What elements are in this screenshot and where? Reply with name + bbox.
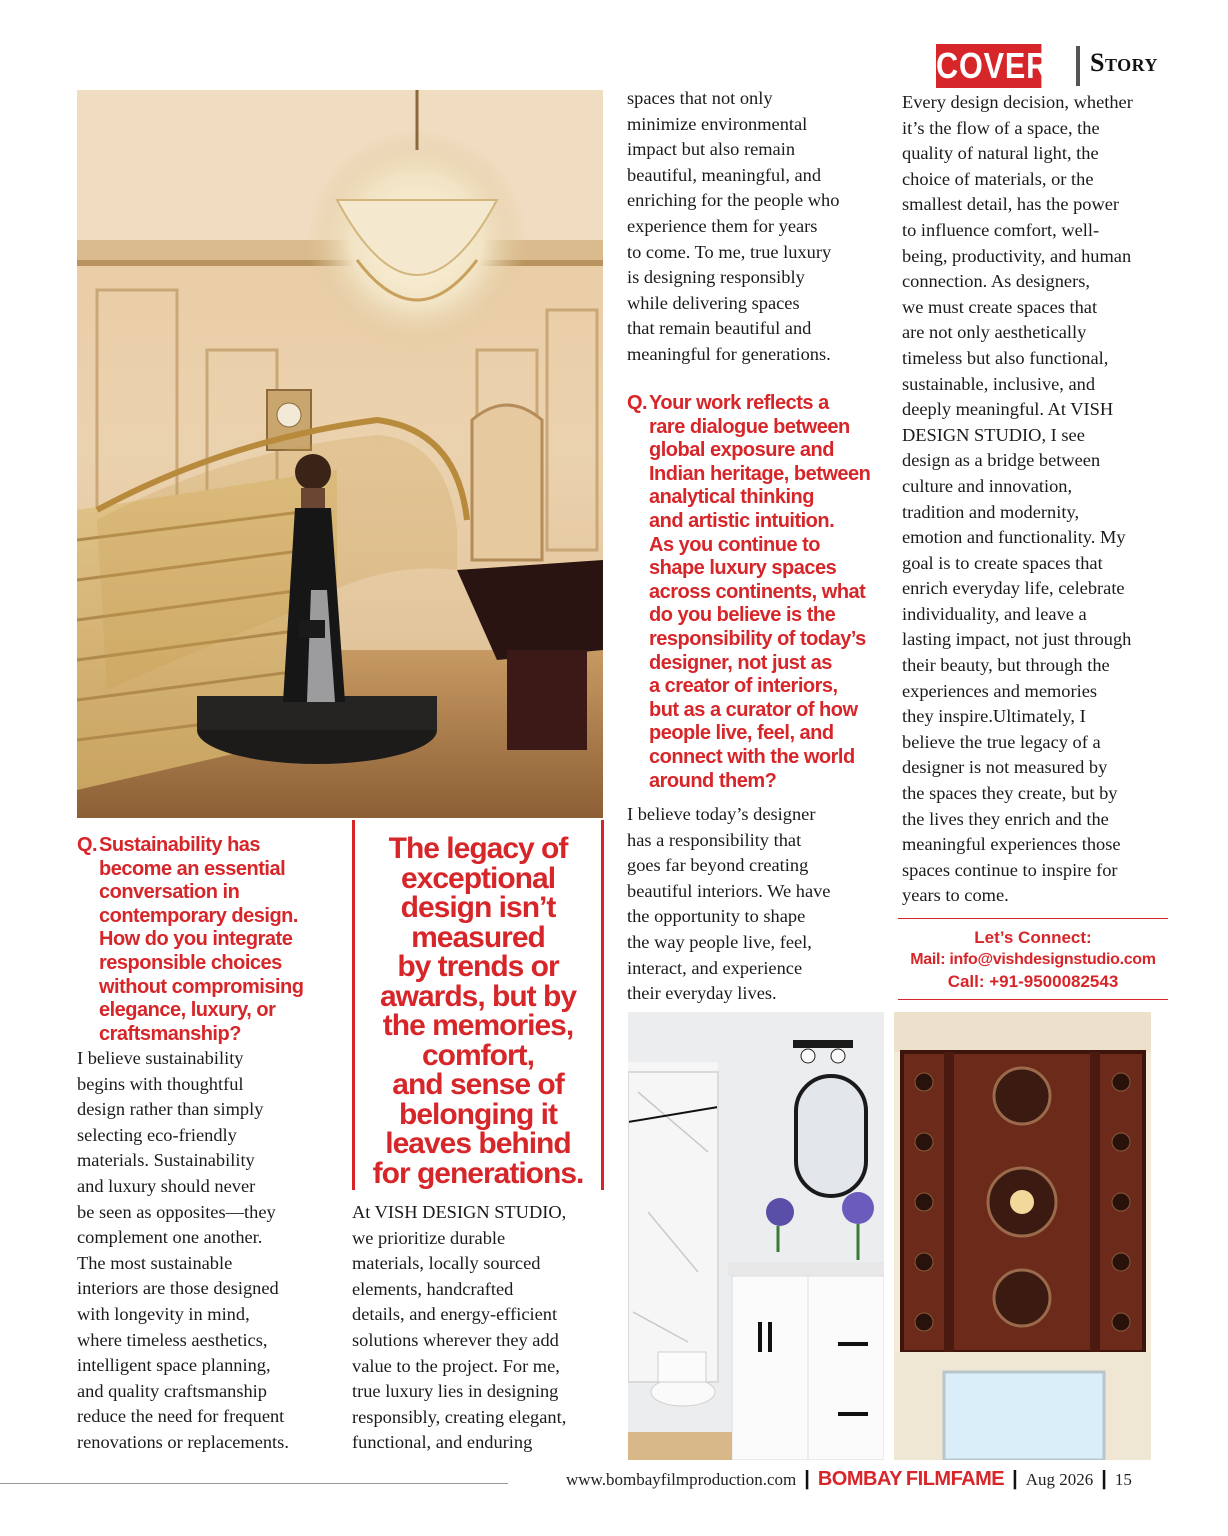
answer-vish-materials: At VISH DESIGN STUDIO, we prioritize durable materials, locally sourced elements, handcrafted details, and energy-efficient solutions wherever they add value to the project. For me, true luxury lies in designing responsibly, creating elegant, functional, and enduring (352, 1202, 567, 1453)
header-divider (1076, 46, 1080, 86)
subsection-tag: Story (1090, 48, 1159, 77)
question-text: Sustainability has become an essential conversation in contemporary design. How do you integrate responsible choices without compromising elegance, luxury, or craftsmanship? (99, 834, 304, 1045)
question-text: Your work reflects a rare dialogue between global exposure and Indian heritage, between analytical thinking and artistic intuition. As you continue to shape luxury spaces across continents, what do you believe is the responsibility of today’s designer, not just as a creator of interiors, but as a curator of how people live, feel, and connect with the world around them? (649, 392, 871, 792)
contact-email[interactable]: Mail: info@vishdesignstudio.com (910, 951, 1156, 968)
question-marker: Q. (77, 834, 98, 856)
question-marker: Q. (627, 392, 648, 414)
footer-issue: Aug 2026 (1025, 1469, 1094, 1489)
pull-quote-text: The legacy of exceptional design isn’t measured by trends or awards, but by the memories, comfort, and sense of belonging it leaves behind for generations. (372, 832, 584, 1190)
footer-rule (0, 1483, 508, 1484)
ceiling-panel-photo (894, 1012, 1151, 1460)
bathroom-photo (628, 1012, 884, 1460)
footer (566, 1468, 1132, 1491)
footer-separator: | (1101, 1468, 1107, 1490)
contact-heading: Let’s Connect: (974, 928, 1092, 947)
answer-sustainability: I believe sustainability begins with thoughtful design rather than simply selecting eco-friendly materials. Sustainability and luxury should never be seen as opposites—they complement one another. The most sustainable interiors are those designed with longevity in mind, where timeless aesthetics, intelligent space planning, and quality craftsmanship reduce the need for frequent renovations or replacements. (77, 1048, 289, 1452)
footer-separator: | (804, 1468, 810, 1490)
staircase-photo (77, 90, 603, 818)
footer-website[interactable]: www.bombayfilmproduction.com (566, 1469, 797, 1489)
footer-brand-filmfame: FILMFAME (905, 1468, 1005, 1490)
question-responsibility (627, 392, 889, 793)
answer-responsibility: I believe today’s designer has a responsibility that goes far beyond creating beautiful interiors. We have the opportunity to shape the way people live, feel, interact, and experience their everyday lives. (627, 804, 831, 1004)
question-sustainability (77, 834, 342, 1046)
answer-luxury-continued: spaces that not only minimize environmental impact but also remain beautiful, meaningful, and enriching for the people who experience them for years to come. To me, true luxury is designing responsibly while delivering spaces that remain beautiful and meaningful for generations. (627, 88, 840, 364)
answer-design-decision: Every design decision, whether it’s the flow of a space, the quality of natural light, the choice of materials, or the smallest detail, has the power to influence comfort, well- being, productivity, and human connection. As designers, we must create spaces that are not only aesthetically timeless but also functional, sustainable, inclusive, and deeply meaningful. At VISH DESIGN STUDIO, I see design as a bridge between culture and innovation, tradition and modernity, emotion and functionality. My goal is to create spaces that enrich everyday life, celebrate individuality, and leave a lasting impact, not just through their beauty, but through the experiences and memories they inspire.Ultimately, I believe the true legacy of a designer is not measured by the spaces they create, but by the lives they enrich and the meaningful experiences those spaces continue to inspire for years to come. (902, 92, 1133, 906)
footer-brand-bombay: BOMBAY (817, 1468, 902, 1490)
pull-quote (352, 820, 604, 1190)
footer-page-number: 15 (1114, 1469, 1132, 1489)
contact-phone[interactable]: Call: +91-9500082543 (947, 972, 1119, 991)
footer-separator: | (1012, 1468, 1018, 1490)
section-tag: COVER (936, 45, 1050, 86)
contact-box (898, 918, 1168, 1000)
